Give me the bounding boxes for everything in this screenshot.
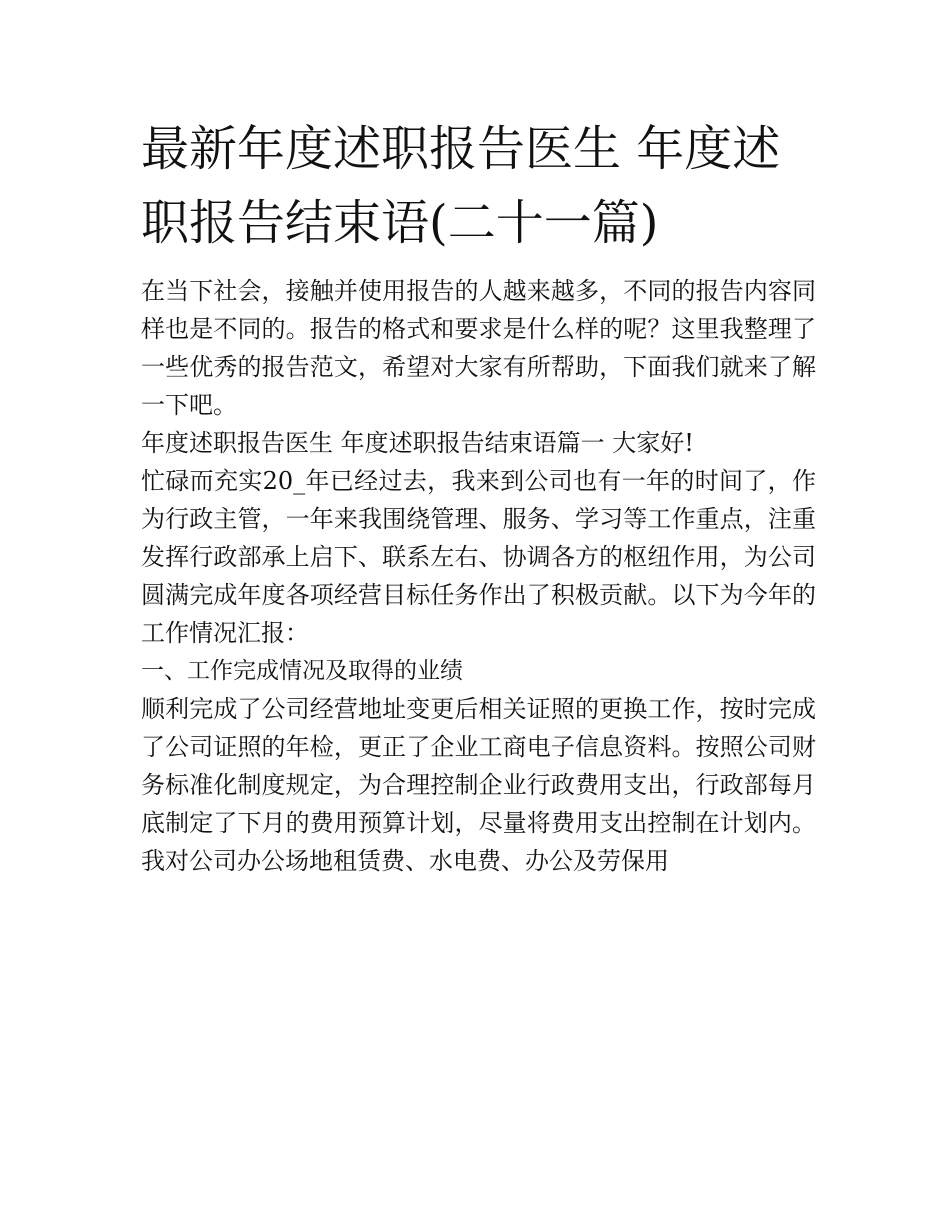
document-body [141,272,816,880]
document-title: 最新年度述职报告医生 年度述职报告结束语(二十一篇) [141,121,781,251]
section-heading-part-one: 年度述职报告医生 年度述职报告结束语篇一 大家好! [141,429,694,457]
intro-paragraph: 在当下社会，接触并使用报告的人越来越多，不同的报告内容同样也是不同的。报告的格式和要求是什么样的呢？这里我整理了一些优秀的报告范文，希望对大家有所帮助，下面我们就来了解一下吧。 [141,277,816,419]
section-heading-achievements: 一、工作完成情况及取得的业绩 [141,658,463,684]
work-summary-paragraph: 忙碌而充实20_年已经过去，我来到公司也有一年的时间了，作为行政主管，一年来我围绕管理、服务、学习等工作重点，注重发挥行政部承上启下、联系左右、协调各方的枢纽作用，为公司圆满完成年度各项经营目标任务作出了积极贡献。以下为今年的工作情况汇报： [141,467,816,647]
achievements-paragraph: 顺利完成了公司经营地址变更后相关证照的更换工作，按时完成了公司证照的年检，更正了企业工商电子信息资料。按照公司财务标准化制度规定，为合理控制企业行政费用支出，行政部每月底制定了下月的费用预算计划，尽量将费用支出控制在计划内。我对公司办公场地租赁费、水电费、办公及劳保用 [141,695,816,875]
document-page [141,112,816,880]
